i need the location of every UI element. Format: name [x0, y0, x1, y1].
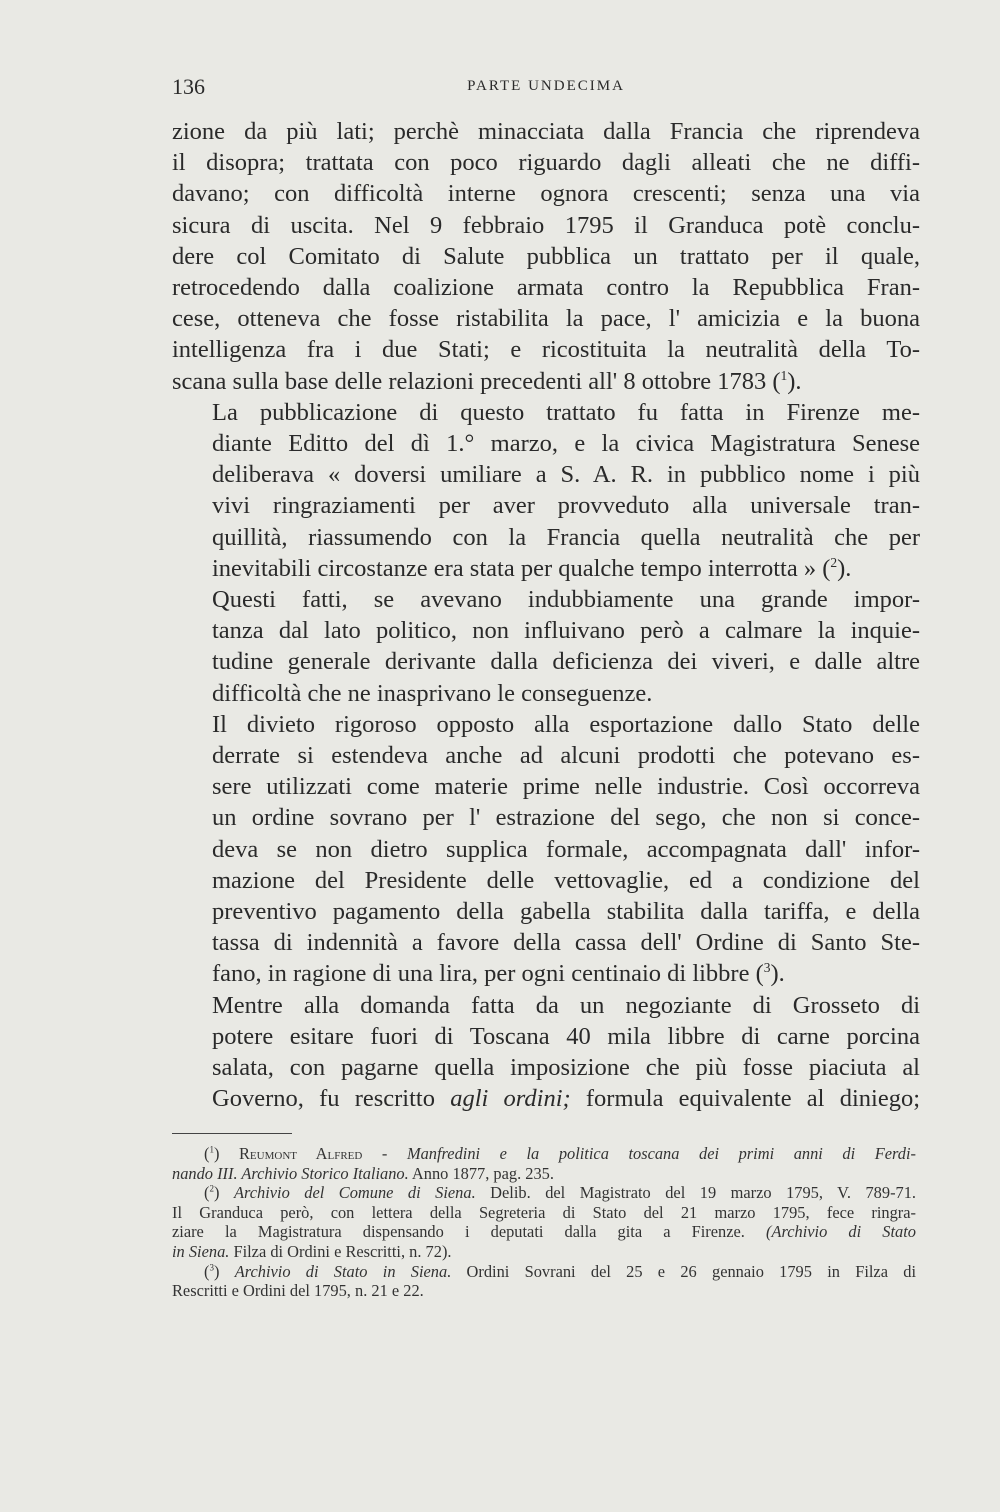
footnote-line [172, 1164, 916, 1184]
footnote-text: Filza di Ordini e Rescritti, n. 72). [229, 1241, 452, 1261]
footnote-mark: 1 [209, 1144, 214, 1155]
text-line-end: formula equivalente al diniego; [570, 1085, 920, 1113]
italic-phrase: agli ordini; [450, 1085, 571, 1113]
text-line: un ordine sovrano per l' estrazione del sego, che non si conce- [212, 804, 920, 832]
text-line-content: Governo, fu rescritto [212, 1085, 451, 1113]
text-line: tudine generale derivante dalla deficienza dei viveri, e dalle altre [212, 648, 920, 676]
footnote-3 [172, 1262, 916, 1301]
footnote-text: Anno 1877, pag. 235. [408, 1163, 554, 1183]
text-line: il disopra; trattata con poco riguardo dagli alleati che ne diffi- [172, 149, 920, 177]
footnote-source: (Archivio di Stato [766, 1222, 916, 1242]
text-line [172, 1083, 920, 1114]
text-line [172, 553, 920, 584]
text-line: tanza dal lato politico, non influivano però a calmare la inquie- [212, 617, 920, 645]
paragraph-5 [172, 990, 920, 1115]
footnote-source: in Siena. [172, 1241, 230, 1261]
text-line: Questi fatti, se avevano indubbiamente una grande impor- [212, 586, 920, 614]
footnote-mark: 2 [209, 1183, 214, 1194]
text-line: quillità, riassumendo con la Francia quella neutralità che per [212, 523, 920, 551]
paragraph-2 [172, 397, 920, 584]
paragraph-1 [172, 116, 920, 397]
paragraph-3 [172, 584, 920, 709]
text-line: Il divieto rigoroso opposto alla esportazione dallo Stato delle [212, 710, 920, 738]
footnote-line: Rescritti e Ordini del 1795, n. 21 e 22. [172, 1281, 424, 1301]
text-line: sicura di uscita. Nel 9 febbraio 1795 il Granduca potè conclu- [172, 211, 920, 239]
footnote-2 [172, 1183, 916, 1261]
text-line: diante Editto del dì 1.° marzo, e la civica Magistratura Senese [212, 430, 920, 458]
text-line: davano; con difficoltà interne ognora crescenti; senza una via [172, 180, 920, 208]
paragraph-4 [172, 709, 920, 990]
footnote-ref-2[interactable]: 2 [830, 554, 838, 570]
text-line [172, 366, 920, 397]
text-line: vivi ringraziamenti per aver provveduto alla universale tran- [212, 492, 920, 520]
text-line-content: fano, in ragione di una lira, per ogni centinaio di libbre ( [212, 960, 764, 988]
text-line: intelligenza fra i due Stati; e ricostituita la neutralità della To- [172, 336, 920, 364]
text-line: deliberava « doversi umiliare a S. A. R. in pubblico nome i più [212, 461, 920, 489]
running-head: PARTE UNDECIMA [467, 78, 625, 94]
text-line: zione da più lati; perchè minacciata dalla Francia che riprendeva [172, 118, 920, 145]
footnote-title: Manfredini e la politica toscana dei primi anni di Ferdi- [406, 1144, 916, 1163]
footnote-line: Il Granduca però, con lettera della Segreteria di Stato del 21 marzo 1795, fece ringra- [172, 1202, 916, 1222]
text-line: preventivo pagamento della gabella stabilita dalla tariffa, e della [212, 898, 920, 926]
text-line [172, 958, 920, 989]
text-line-end: ). [837, 554, 852, 582]
text-line-content: scana sulla base delle relazioni precedenti all' 8 ottobre 1783 ( [172, 367, 781, 395]
text-line: sere utilizzati come materie prime nelle industrie. Così occorreva [212, 773, 920, 801]
footnote-separator-text: - [362, 1144, 407, 1163]
text-line: deva se non dietro supplica formale, accompagnata dall' infor- [212, 835, 920, 863]
footnote-source: Archivio di Stato in Siena. [234, 1261, 452, 1281]
text-line: Mentre alla domanda fatta da un negoziante di Grosseto di [212, 991, 920, 1019]
text-line: retrocedendo dalla coalizione armata contro la Repubblica Fran- [172, 274, 920, 302]
text-line: potere esitare fuori di Toscana 40 mila libbre di carne porcina [212, 1022, 920, 1050]
page-number: 136 [172, 74, 205, 99]
footnote-title: nando III. Archivio Storico Italiano. [172, 1163, 409, 1183]
text-line-end: ). [770, 960, 785, 988]
footnote-source: Archivio del Comune di Siena. [233, 1183, 476, 1203]
footnote-1 [172, 1144, 916, 1183]
footnote-text: Delib. del Magistrato del 19 marzo 1795, V. 789-71. [475, 1183, 917, 1203]
footnote-text: Ordini Sovrani del 25 e 26 gennaio 1795 in Filza di [451, 1261, 916, 1281]
text-line: cese, otteneva che fosse ristabilita la pace, l' amicizia e la buona [172, 305, 920, 333]
footnote-line: ($^2$) Archivio del Comune di Siena. Delib. del Magistrato del 19 marzo 1795, V. 789-71. [204, 1183, 917, 1203]
footnote-ref-1[interactable]: 1 [780, 367, 788, 383]
footnote-line [172, 1222, 916, 1242]
text-line-content: inevitabili circostanze era stata per qualche tempo interrotta » ( [212, 554, 831, 582]
footnote-mark: 3 [209, 1262, 214, 1273]
footnote-line: ($^1$) Reumont Alfred - Manfredini e la politica toscana dei primi anni di Ferdi- [204, 1144, 916, 1163]
footnote-ref-3[interactable]: 3 [763, 960, 771, 976]
footnote-line: ($^3$) Archivio di Stato in Siena. Ordini Sovrani del 25 e 26 gennaio 1795 in Filza di [204, 1261, 916, 1281]
text-line: derrate si estendeva anche ad alcuni prodotti che potevano es- [212, 742, 920, 770]
text-line: dere col Comitato di Salute pubblica un trattato per il quale, [172, 242, 920, 270]
footnote-line [172, 1242, 916, 1262]
text-line: salata, con pagarne quella imposizione che più fosse piaciuta al [212, 1054, 920, 1082]
text-line-end: ). [787, 367, 802, 395]
footnote-separator [172, 1133, 292, 1134]
text-line: La pubblicazione di questo trattato fu fatta in Firenze me- [212, 398, 920, 426]
body-text [172, 116, 920, 1115]
page-header [172, 74, 920, 104]
footnotes [172, 1144, 916, 1301]
text-line: difficoltà che ne inasprivano le conseguenze. [212, 679, 653, 707]
text-line: tassa di indennità a favore della cassa dell' Ordine di Santo Ste- [212, 929, 920, 957]
text-line: mazione del Presidente delle vettovaglie, ed a condizione del [212, 866, 920, 894]
footnote-text: ziare la Magistratura dispensando i deputati dalla gita a Firenze. [172, 1222, 766, 1242]
footnote-author: Reumont Alfred [239, 1144, 363, 1163]
